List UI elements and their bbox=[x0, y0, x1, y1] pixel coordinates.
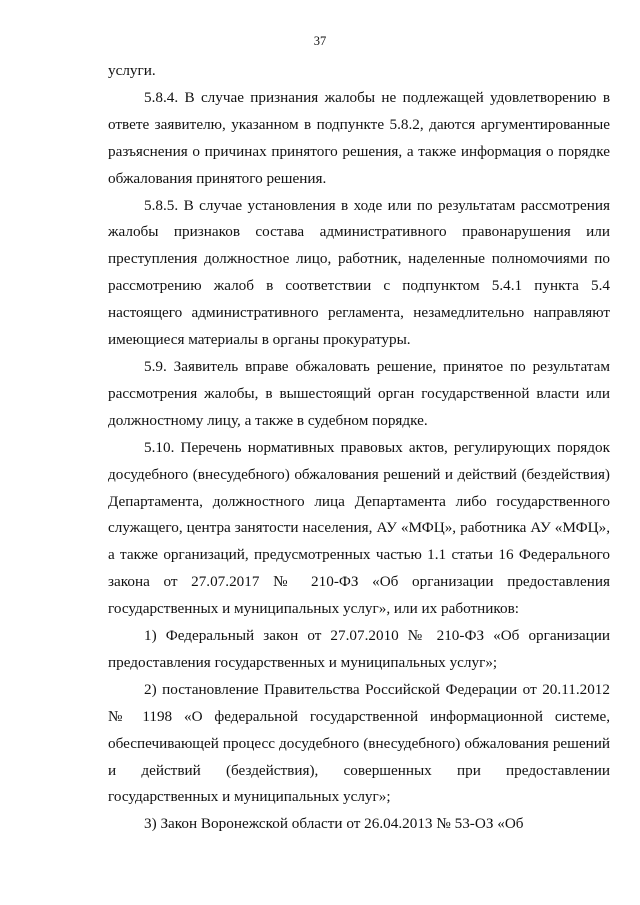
paragraph-5-8-4: 5.8.4. В случае признания жалобы не подлежащей удовлетворению в ответе заявителю, указанном в подпункте 5.8.2, даются аргументированные разъяснения о причинах принятого решения, а также информация о порядке обжалования принятого решения. bbox=[108, 88, 610, 187]
paragraph-5-8-5: 5.8.5. В случае установления в ходе или по результатам рассмотрения жалобы признаков состава административного правонарушения или преступления должностное лицо, работник, наделенные полномочиями по рассмотрению жалоб в соответствии с подпунктом 5.4.1 пункта 5.4 настоящего административного регламента, незамедлительно направляют имеющиеся материалы в органы прокуратуры. bbox=[108, 196, 610, 349]
list-item-2: 2) постановление Правительства Российской Федерации от 20.11.2012 № 1198 «О федеральной государственной информационной системе, обеспечивающей процесс досудебного (внесудебного) обжалования решений и действий (бездействия), совершенных при предоставлении государственных и муниципальных услуг»; bbox=[108, 680, 610, 806]
list-item-3: 3) Закон Воронежской области от 26.04.2013 № 53-ОЗ «Об bbox=[144, 815, 524, 833]
paragraph-5-10: 5.10. Перечень нормативных правовых актов, регулирующих порядок досудебного (внесудебного) обжалования решений и действий (бездействия) Департамента, должностного лица Департамента либо государственного служащего, центра занятости населения, АУ «МФЦ», работника АУ «МФЦ», а также организаций, предусмотренных частью 1.1 статьи 16 Федерального закона от 27.07.2017 № 210-ФЗ «Об организации предоставления государственных и муниципальных услуг», или их работников: bbox=[108, 438, 610, 618]
paragraph-5-9: 5.9. Заявитель вправе обжаловать решение, принятое по результатам рассмотрения жалобы, в вышестоящий орган государственной власти или должностному лицу, а также в судебном порядке. bbox=[108, 357, 610, 429]
page-number: 37 bbox=[313, 34, 327, 48]
document-body bbox=[108, 58, 610, 838]
paragraph-continuation: услуги. bbox=[108, 62, 156, 79]
list-item-1: 1) Федеральный закон от 27.07.2010 № 210-ФЗ «Об организации предоставления государственных и муниципальных услуг»; bbox=[108, 627, 610, 671]
